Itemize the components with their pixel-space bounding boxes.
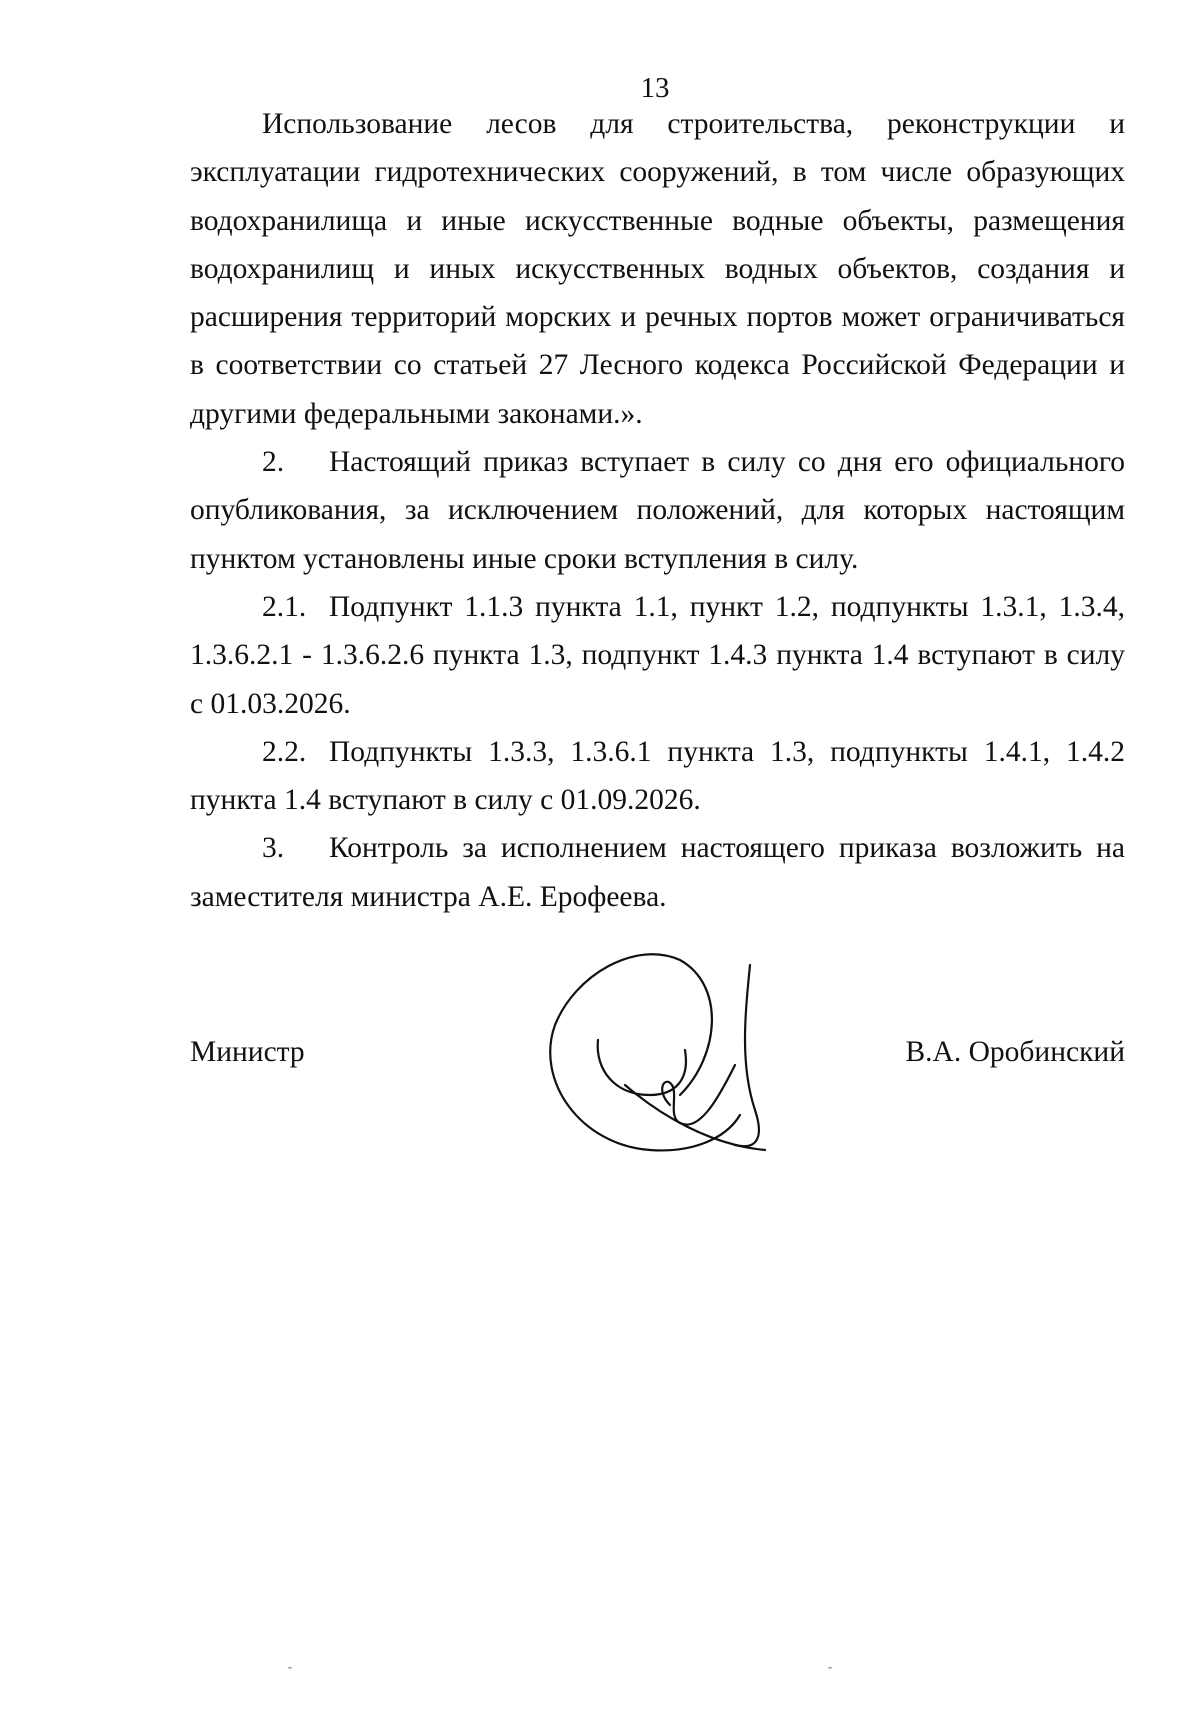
signatory-name: В.А. Оробинский: [905, 1036, 1125, 1068]
item-number: 3.: [262, 832, 285, 865]
handwritten-signature: [540, 945, 840, 1175]
item-text: Подпункты 1.3.3, 1.3.6.1 пункта 1.3, подпункты 1.4.1, 1.4.2 пункта 1.4 вступают в силу с 01.09.2026.: [190, 735, 1125, 817]
paragraph-forest-use: Использование лесов для строительства, реконструкции и эксплуатации гидротехнических сооружений, в том числе образующих водохранилища и иные искусственные водные объекты, размещения водохранилищ и иных искусственных водных объектов, создания и расширения территорий морских и речных портов может ограничиваться в соответствии со статьей 27 Лесного кодекса Российской Федерации и другими федеральными законами.».: [190, 108, 1125, 430]
item-text: Настоящий приказ вступает в силу со дня его официального опубликования, за исключением положений, для которых настоящим пунктом установлены иные сроки вступления в силу.: [190, 446, 1125, 575]
paragraph-item-2-1: [190, 583, 1125, 728]
paragraph-item-2-2: [190, 728, 1125, 825]
item-number: 2.2.: [262, 735, 307, 768]
item-number: 2.1.: [262, 590, 307, 623]
item-text: Контроль за исполнением настоящего приказа возложить на заместителя министра А.Е. Ерофеева.: [190, 832, 1125, 913]
scan-mark: ˘: [828, 1664, 832, 1678]
document-body: [190, 100, 1125, 921]
scan-mark: ˘: [288, 1664, 292, 1678]
paragraph-item-3: [190, 824, 1125, 921]
item-number: 2.: [262, 446, 285, 479]
item-text: Подпункт 1.1.3 пункта 1.1, пункт 1.2, подпункты 1.3.1, 1.3.4, 1.3.6.2.1 - 1.3.6.2.6 пункта 1.3, подпункт 1.4.3 пункта 1.4 вступают в силу с 01.03.2026.: [190, 590, 1125, 720]
paragraph-item-2: [190, 438, 1125, 583]
page-number: 13: [640, 72, 670, 104]
signatory-title: Министр: [190, 1036, 305, 1068]
